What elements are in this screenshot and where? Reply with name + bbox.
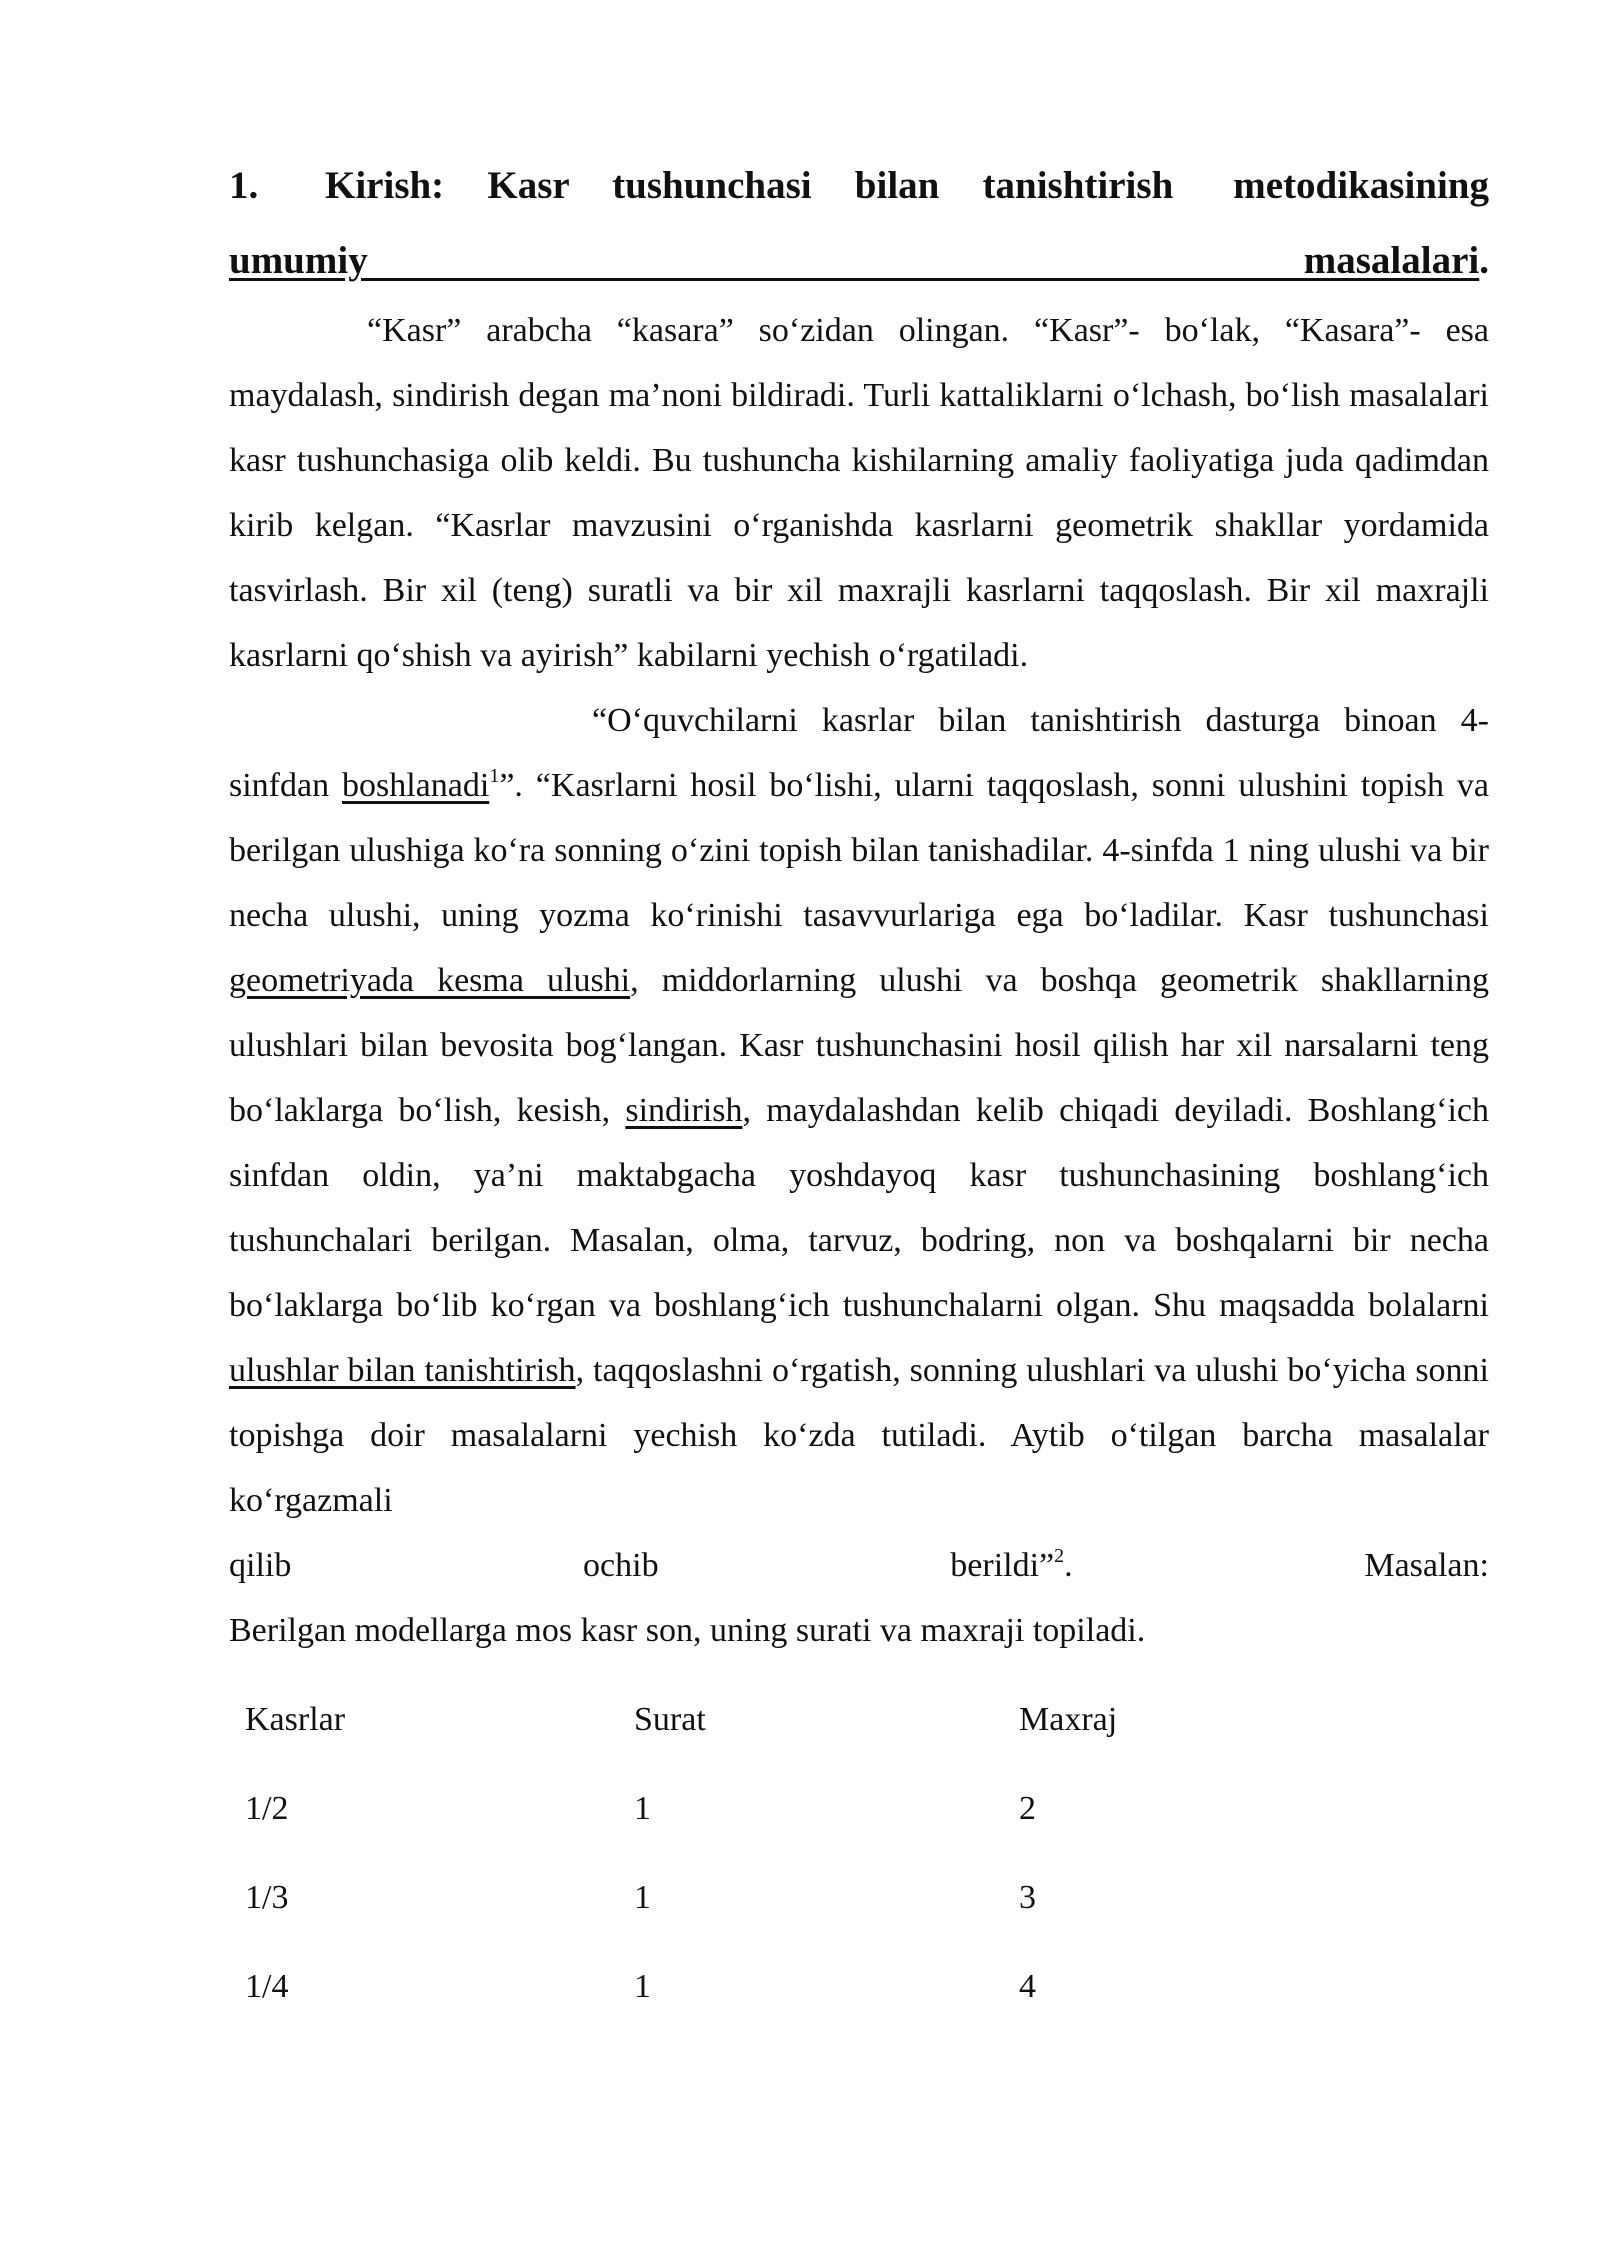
table-cell: 2 [1019, 1789, 1036, 1827]
table-cell: 1 [634, 1967, 651, 2005]
underlined-phrase: sindirish [625, 1092, 743, 1129]
spread-word-with-footnote [950, 1533, 1072, 1598]
spread-word: qilib [229, 1547, 292, 1584]
paragraph-intro: “Kasr” arabcha “kasara” so‘zidan olingan. “Kasr”- bo‘lak, “Kasara”- esa maydalash, sindirish degan ma’noni bildiradi. Turli kattaliklarni o‘lchash, bo‘lish masalalari kasr tushunchasiga olib keldi. Bu tushuncha kishilarning amaliy faoliyatiga juda qadimdan kirib kelgan. “Kasrlar mavzusini o‘rganishda kasrlarni geometrik shakllar yordamida tasvirlash. Bir xil (teng) suratli va bir xil maxrajli kasrlarni taqqoslash. Bir xil maxrajli kasrlarni qo‘shish va ayirish” kabilarni yechish o‘rgatiladi. [229, 312, 1489, 674]
heading-title-start: Kirish: Kasr tushunchasi bilan tanishtirish [325, 164, 1174, 207]
table-header-cell: Kasrlar [245, 1700, 346, 1738]
spread-period: . [1064, 1547, 1073, 1584]
paragraph-main [229, 688, 1489, 1533]
underlined-phrase: ulushlar bilan tanishtirish [229, 1352, 576, 1389]
footnote-ref-2[interactable]: 2 [1054, 1545, 1065, 1567]
fractions-table [229, 1675, 1419, 2031]
footnote-ref-1[interactable]: 1 [489, 765, 500, 787]
table-cell: 1/4 [245, 1967, 289, 2005]
heading-period: . [1479, 239, 1489, 282]
underlined-phrase: geometriyada kesma ulushi [229, 962, 631, 999]
paragraph-text: ”. “Kasrlarni hosil bo‘lishi, ularni taqqoslash, sonni ulushini topish va berilgan ulushiga ko‘ra sonning o‘zini topish bilan tanishadilar. 4-sinfda 1 ning ulushi va bir necha ulushi, uning yozma ko‘rinishi tasavvurlariga ega bo‘ladilar. Kasr tushunchasi [229, 767, 1489, 934]
table-cell: 1/3 [245, 1878, 289, 1916]
table-cell: 4 [1019, 1967, 1036, 2005]
table-header-cell: Surat [634, 1700, 706, 1738]
table-cell: 1 [634, 1878, 651, 1916]
underlined-phrase: boshlanadi [342, 767, 490, 804]
table-row [229, 1764, 1419, 1853]
section-heading [229, 148, 1489, 298]
heading-underlined-text: umumiy masalalari [229, 239, 1480, 282]
table-cell: 3 [1019, 1878, 1036, 1916]
heading-number: 1. [229, 164, 259, 207]
paragraph-text: , taqqoslashni o‘rgatish, sonning ulushlari va ulushi bo‘yicha sonni topishga doir masalalarni yechish ko‘zda tutiladi. Aytib o‘tilgan barcha masalalar ko‘rgazmali [229, 1352, 1489, 1519]
heading-line-2 [229, 223, 1489, 298]
paragraph-text: “O‘quvchilarni kasrlar bilan tanishtirish dasturga binoan 4-sinfdan [229, 702, 1489, 804]
table-cell: 1/2 [245, 1789, 289, 1827]
paragraph-text: , middorlarning ulushi va boshqa geometrik shakllarning ulushlari bilan bevosita bog‘langan. Kasr tushunchasini hosil qilish har xil narsalarni teng bo‘laklarga bo‘lish, kesish, [229, 962, 1489, 1129]
spread-word: ochib [583, 1547, 659, 1584]
spread-word: berildi” [950, 1547, 1055, 1584]
table-row [229, 1853, 1419, 1942]
table-header-cell: Maxraj [1019, 1700, 1118, 1738]
justified-line [229, 1533, 1489, 1598]
table-cell: 1 [634, 1789, 651, 1827]
paragraph-last-line: Berilgan modellarga mos kasr son, uning surati va maxraji topiladi. [229, 1612, 1146, 1649]
table-row [229, 1942, 1419, 2031]
table-header-row [229, 1675, 1419, 1764]
page-content [229, 148, 1489, 2031]
heading-title-end: metodikasining [1233, 164, 1489, 207]
paragraph-text: , maydalashdan kelib chiqadi deyiladi. Boshlang‘ich sinfdan oldin, ya’ni maktabgacha yoshdayoq kasr tushunchasining boshlang‘ich tushunchalari berilgan. Masalan, olma, tarvuz, bodring, non va boshqalarni bir necha bo‘laklarga bo‘lib ko‘rgan va boshlang‘ich tushunchalarni olgan. Shu maqsadda bolalarni [229, 1092, 1489, 1324]
heading-line-1 [229, 148, 1489, 223]
spread-word: Masalan: [1364, 1547, 1489, 1584]
